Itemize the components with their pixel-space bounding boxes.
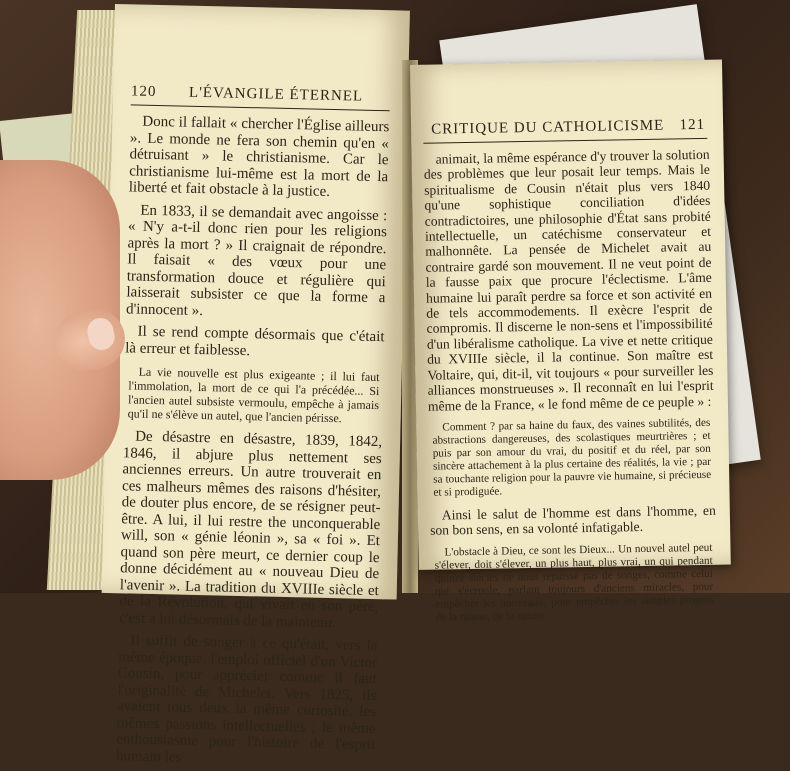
right-page-number: 121	[679, 116, 706, 134]
block-quote: Comment ? par sa haine du faux, des vaines subtilités, des abstractions dangereuses, des scolastiques meurtrières ; et puis par son amour du vrai, du positif et du réel, par son sincère attachement à la plus certaine des réalités, la vie ; par sa touchante religion pour la pauvre vie humaine, si précieuse et si prodiguée.	[432, 416, 712, 499]
paragraph: Donc il fallait « chercher l'Église ailleurs ». Le monde ne fera son chemin qu'en « détruisant » le christianisme. Car le christianisme lui-même est la mort de la liberté et fait obstacle à la justice.	[128, 113, 390, 200]
left-running-head: L'ÉVANGILE ÉTERNEL	[188, 84, 364, 105]
right-running-head: CRITIQUE DU CATHOLICISME	[430, 117, 665, 138]
left-page	[102, 4, 410, 766]
right-page	[410, 60, 731, 624]
paragraph: En 1833, il se demandait avec angoisse : « N'y a-t-il donc rien pour les religions après la mort ? » Il craignait de répondre. Il faisait « des vœux pour une transformation douce et régulière qui laisserait subsister ce que la forme a d'innocent ».	[125, 202, 388, 319]
paragraph: animait, la même espérance d'y trouver la solution des problèmes que leur posait leur temps. Mais le spiritualisme de Cousin n'était plus vers 1840 qu'une sophistique conciliation d'idées contradictoires, une philosophie d'État sans probité intellectuelle, un catéchisme conservateur et malhonnête. La pensée de Michelet avait au contraire gardé son mouvement. Il ne veut point de la fausse paix que procure l'éclectisme. L'âme humaine lui paraît perdre sa force et son activité en de tels accommodements. Il exècre l'esprit de compromis. Il discerne le non-sens et l'impossibilité d'un libéralisme catholique. La vive et nette critique du XVIIIe siècle, il la continue. Son maître est Voltaire, qui, dit-il, vit toujours « pour surveiller les alliances monstrueuses ». Il reconnaît en lui l'esprit même de la France, « le fond même de ce peuple » :	[423, 146, 714, 414]
right-page-header	[423, 108, 707, 144]
block-quote: L'obstacle à Dieu, ce sont les Dieux... Un nouvel autel peut s'élever, doit s'élever, un plus haut, plus vrai, un qui pendant quinze siècles ne nous repaisse pas de songes, comme celui qui s'écroule, parlant toujours d'anciens miracles, pour empêcher les nouveaux, pour empêcher les simples progrès de la raison, de la nature.	[434, 541, 714, 624]
paragraph: Il se rend compte désormais que c'était là erreur et faiblesse.	[125, 323, 385, 359]
left-page-header	[131, 74, 391, 111]
paragraph: De désastre en désastre, 1839, 1842, 1846, il abjure plus nettement ses anciennes erreurs. Un autre trouverait en ces malheurs mêmes des raisons d'hésiter, de douter plus encore, de se résigner peut-être. A lui, il lui restre the unconquerable will, son « génie léonin », sa « foi ». Et quand son père meurt, ce dernier coup le donne décidément au « nouveau Dieu de l'avenir ». La tradition du XVIIIe siècle et de la Révolution, qui vivait en son père, c'est à lui désormais de la maintenir.	[118, 428, 383, 631]
paragraph: Ainsi le salut de l'homme est dans l'homme, en son bon sens, en sa volonté infatigable.	[429, 502, 716, 539]
right-page-body	[424, 147, 718, 625]
block-quote: La vie nouvelle est plus exigeante ; il lui faut l'immolation, la mort de ce qui l'a précédée... Si l'ancien autel subsiste vermoulu, empêche à jamais qu'il ne s'élève un autel, que l'ancien périsse.	[127, 364, 380, 426]
left-page-number: 120	[130, 83, 157, 100]
paragraph: Il suffit de songer à ce qu'était, vers la même époque, l'emploi officiel d'un Victor Cousin, pour apprécier comme il faut l'originalité de Michelet. Vers 1825, ils avaient tous deux la même curiosité, les mêmes passions intellectuelles ; le même enthousiasme pour l'histoire de l'esprit humain les	[115, 632, 378, 766]
left-page-body	[116, 113, 390, 770]
